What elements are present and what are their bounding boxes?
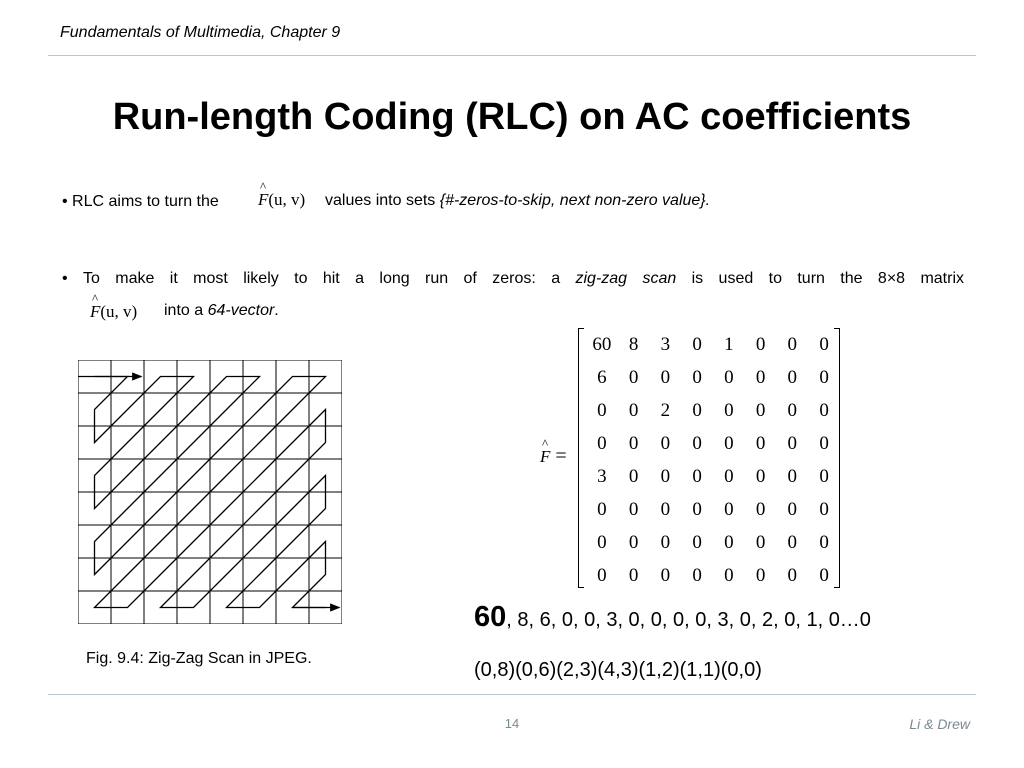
uv-args: (u, v) (268, 190, 306, 209)
bullet-2-word: most (193, 270, 228, 287)
matrix-cell: 0 (819, 333, 829, 355)
matrix-cell: 0 (724, 498, 734, 520)
matrix-row (586, 427, 840, 460)
bullet-2-word: zig-zag (575, 270, 628, 287)
matrix-cell: 0 (597, 399, 607, 421)
matrix-cell: 0 (755, 432, 766, 454)
matrix-cell: 0 (660, 531, 671, 553)
matrix-cell: 1 (724, 333, 734, 355)
bullet-2-continuation (164, 302, 279, 320)
matrix-cell: 0 (787, 498, 798, 520)
matrix-cell: 0 (660, 366, 671, 388)
matrix-cell: 0 (755, 531, 766, 553)
bullet-2-word: To (82, 270, 100, 287)
header-divider (48, 55, 976, 56)
bullet-2-word: likely (243, 270, 279, 287)
matrix-cell: 0 (660, 498, 671, 520)
bullet-2-word: it (169, 270, 178, 287)
f-hat-symbol: ^ F (540, 447, 550, 467)
bullet-2-word: run (425, 270, 449, 287)
matrix-cell: 0 (628, 564, 639, 586)
matrix-left-bracket (578, 328, 584, 588)
vector-dc-value: 60 (474, 601, 507, 633)
bullet-2-word: the (840, 270, 863, 287)
page-number: 14 (504, 716, 520, 731)
matrix-cell: 0 (755, 366, 766, 388)
chapter-header: Fundamentals of Multimedia, Chapter 9 (60, 24, 341, 41)
footer-authors: Li & Drew (909, 716, 970, 732)
matrix-cell: 0 (597, 564, 607, 586)
matrix-cell: 0 (787, 333, 798, 355)
bullet-2-word: a (355, 270, 365, 287)
matrix-row (586, 493, 840, 526)
matrix-cell: 0 (660, 465, 671, 487)
bullet-2-word: is (691, 270, 704, 287)
matrix-right-bracket (834, 328, 840, 588)
bullet-1-lead: • RLC aims to turn the (62, 193, 219, 210)
bullet-2-cont-period: . (274, 302, 279, 319)
matrix-cell: 0 (819, 498, 829, 520)
matrix-cell: 3 (660, 333, 671, 355)
matrix-cell: 0 (692, 366, 702, 388)
matrix-cell: 0 (692, 498, 702, 520)
bullet-2-word: turn (797, 270, 825, 287)
matrix-cell: 0 (787, 366, 798, 388)
matrix-cell: 0 (819, 531, 829, 553)
bullet-2-word: scan (642, 270, 677, 287)
zigzag-scan-diagram (78, 360, 342, 624)
bullet-2-word: 8×8 (877, 270, 906, 287)
matrix-cell: 0 (628, 432, 639, 454)
bullet-2 (62, 269, 964, 289)
bullet-1-text: values into sets (325, 192, 436, 209)
matrix-cell: 0 (724, 465, 734, 487)
matrix-cell: 0 (628, 399, 639, 421)
matrix-cell: 0 (692, 564, 702, 586)
bullet-2-word: make (115, 270, 155, 287)
matrix-cell: 0 (755, 498, 766, 520)
matrix-cell: 0 (755, 333, 766, 355)
matrix-cell: 2 (660, 399, 671, 421)
figure-caption: Fig. 9.4: Zig-Zag Scan in JPEG. (86, 650, 312, 667)
matrix-cell: 0 (660, 432, 671, 454)
bullet-2-cont-em: 64-vector (207, 302, 275, 319)
matrix-row (586, 526, 840, 559)
matrix-cell: 0 (597, 432, 607, 454)
matrix-row (586, 394, 840, 427)
matrix-cell: 0 (692, 531, 702, 553)
matrix-row (586, 559, 840, 592)
matrix-cell: 0 (787, 432, 798, 454)
matrix-cell: 0 (692, 465, 702, 487)
matrix-cell: 60 (592, 333, 612, 355)
coefficient-matrix (578, 328, 840, 588)
matrix-cell: 0 (755, 564, 766, 586)
matrix-cell: 0 (692, 399, 702, 421)
rlc-pairs: (0,8)(0,6)(2,3)(4,3)(1,2)(1,1)(0,0) (474, 659, 762, 681)
f-hat-equals (540, 445, 567, 468)
matrix-cell: 0 (724, 399, 734, 421)
matrix-cell: 0 (819, 432, 829, 454)
matrix-cell: 3 (597, 465, 607, 487)
bullet-2-word: hit (322, 270, 340, 287)
bullet-1-tail (325, 192, 710, 210)
matrix-cell: 0 (755, 399, 766, 421)
bullet-2-word: long (379, 270, 410, 287)
matrix-cell: 6 (597, 366, 607, 388)
bullet-2-word: to (768, 270, 782, 287)
matrix-cell: 0 (724, 432, 734, 454)
matrix-cell: 0 (787, 399, 798, 421)
matrix-cell: 0 (628, 531, 639, 553)
matrix-cell: 0 (819, 399, 829, 421)
matrix-cell: 0 (692, 432, 702, 454)
f-hat-symbol: ^ F (258, 190, 268, 210)
slide-title: Run-length Coding (RLC) on AC coefficients (112, 96, 912, 138)
bullet-1-set: {#-zeros-to-skip, next non-zero value}. (439, 192, 711, 209)
matrix-row (586, 361, 840, 394)
bullet-2-cont-text: into a (164, 302, 204, 319)
zigzag-vector (474, 601, 871, 634)
matrix-row (586, 460, 840, 493)
bullet-2-line (62, 269, 964, 289)
matrix-cell: 0 (724, 366, 734, 388)
matrix-table (586, 328, 840, 592)
matrix-row (586, 328, 840, 361)
matrix-cell: 0 (692, 333, 702, 355)
matrix-cell: 0 (660, 564, 671, 586)
footer-divider (48, 694, 976, 695)
matrix-cell: 8 (628, 333, 639, 355)
bullet-2-word: a (551, 270, 561, 287)
matrix-cell: 0 (628, 465, 639, 487)
zigzag-figure (78, 360, 342, 629)
bullet-2-word: • (62, 270, 68, 287)
matrix-cell: 0 (597, 498, 607, 520)
matrix-cell: 0 (724, 564, 734, 586)
matrix-cell: 0 (724, 531, 734, 553)
bullet-2-word: of (463, 270, 477, 287)
matrix-cell: 0 (787, 465, 798, 487)
f-hat-uv-formula-1 (258, 190, 305, 210)
matrix-cell: 0 (819, 366, 829, 388)
matrix-cell: 0 (755, 465, 766, 487)
bullet-2-word: used (718, 270, 754, 287)
matrix-cell: 0 (787, 531, 798, 553)
vector-ac-values: , 8, 6, 0, 0, 3, 0, 0, 0, 0, 3, 0, 2, 0, 1, 0…0 (506, 609, 871, 631)
uv-args: (u, v) (100, 302, 138, 321)
matrix-cell: 0 (787, 564, 798, 586)
f-hat-uv-formula-2 (90, 302, 137, 322)
matrix-cell: 0 (597, 531, 607, 553)
matrix-cell: 0 (819, 564, 829, 586)
bullet-2-word: to (294, 270, 308, 287)
matrix-cell: 0 (628, 366, 639, 388)
f-hat-symbol: ^ F (90, 302, 100, 322)
bullet-2-word: zeros: (492, 270, 536, 287)
matrix-cell: 0 (628, 498, 639, 520)
equals-sign: = (555, 445, 567, 467)
matrix-cell: 0 (819, 465, 829, 487)
bullet-2-word: matrix (920, 270, 964, 287)
